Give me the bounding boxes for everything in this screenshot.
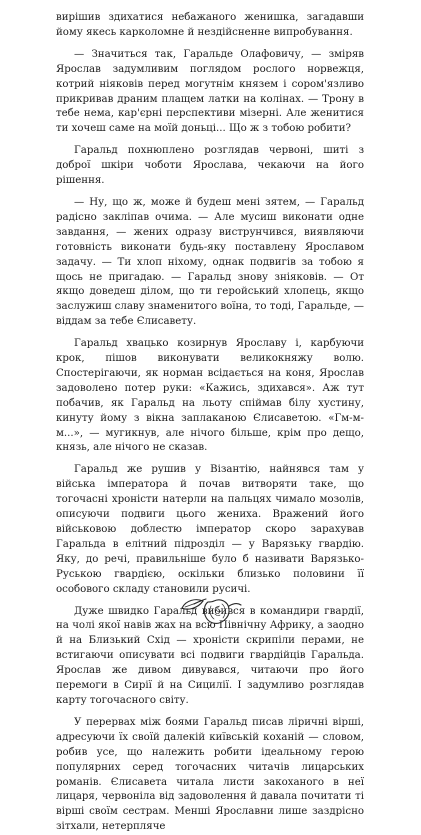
apple-leaf-ornament-icon — [176, 590, 246, 628]
paragraph-4: — Ну, що ж, може й будеш мені зятем, — Гаральд радісно заклiпав очима. — Але мусиш виконати одне завдання, — жених одразу виструнчився, виявляючи готовність виконати будь-яку поставлену Ярославом задачу. — Ти хлоп ніхому, однак подвигів за тобою я щось не пригадаю. — Гаральд знову зніяковів. — От якщо доведеш ділом, що ти геройський хлопець, якщо заслужиш славу знаменитого воїна, то тоді, Гаральде, — віддам за тебе Єлисавету. — [56, 196, 364, 328]
paragraph-2: — Значиться так, Гаральде Олафовичу, — зміряв Ярослав задумливим поглядом рослого норвежця, котрий ніяковів перед могутнім князем і сором'язливо прикривав драним плащем латки на колінах. — Трону в тебе нема, кар'єрні перспективи мізерні. Але женитися ти хочеш саме на моїй доньці... Що ж з тобою робити? — [56, 48, 364, 135]
paragraph-5: Гаральд хвацько козирнув Ярославу і, карбуючи крок, пішов виконувати великокняжу волю. Спостерігаючи, як норман всідається на коня, Ярослав задоволено потер руки: «Кажись, здихався». Аж тут побачив, як Гаральд на льоту спіймав білу хустину, кинуту йому з вікна заплаканою Єлисаветою. «Гм-м-м...», — мугикнув, але нічого більше, крім про дещо, князь, але нічого не сказав. — [56, 338, 364, 454]
paragraph-3: Гаральд похнюплено розглядав червоні, шиті з доброї шкіри чоботи Ярослава, чекаючи на його рішення. — [56, 145, 364, 187]
paragraph-8: У перервах між боями Гаральд писав ліричні вірші, адресуючи їх своїй далекій київській коханій — словом, робив усе, що належить робити ідеальному герою популярних серед тогочасних читачів лицарських романів. Єлисавета читала листи закоханого в неї лицаря, червоніла від задоволення й давала почитати ті вірші своїм сестрам. Менші Ярославни лише заздрісно зітхали, нетерпляче — [56, 716, 364, 833]
paragraph-6: Гаральд же рушив у Візантію, найнявся там у війська імператора й почав витворяти таке, що тогочасні хроністи натерли на пальцях чимало мозолів, описуючи подвиги цього жениха. Вражений його військовою доблестю імператор скоро зарахував Гаральда в елітний підрозділ — у Варязьку гвардію. Яку, до речі, правильніше було б називати Варязько-Руською гвардією, оскільки близько половини її особового складу становили русичі. — [56, 464, 364, 595]
paragraph-1: вирішив здихатися небажаного женишка, загадавши йому якесь карколомне й нездійсненне випробування. — [56, 12, 364, 38]
paragraph-7: Дуже швидко Гаральд вибився в командири гвардії, на чолі якої навів жах на всю Північну Африку, а заодно й на Близький Схід — хроністи скрипіли перами, не встигаючи описувати всі подвиги гвардійців Гаральда. Ярослав же дивом дивувався, читаючи про його перемоги в Сирії й на Сицилії. І задумливо розглядав карту тогочасного світу. — [56, 605, 364, 706]
